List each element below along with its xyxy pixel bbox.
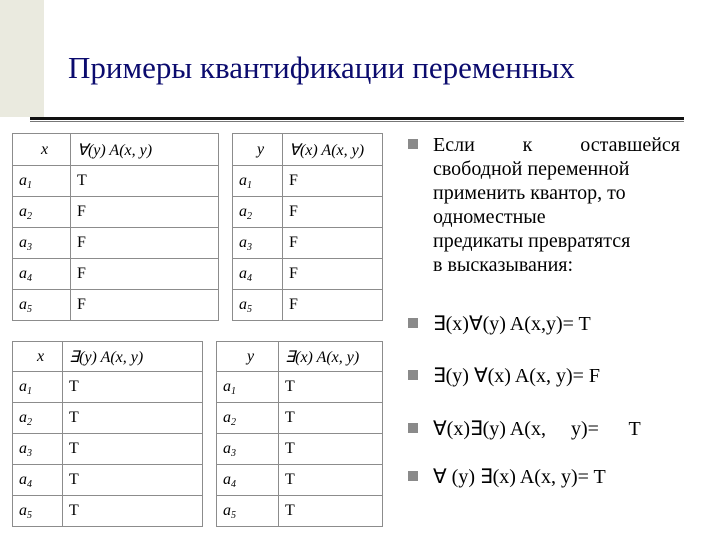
element-symbol: a: [223, 439, 231, 457]
element-subscript: 2: [27, 210, 32, 222]
value-cell: F: [71, 259, 219, 290]
column-gap: [203, 372, 217, 403]
element-subscript: 5: [231, 509, 236, 521]
element-symbol: a: [239, 202, 247, 220]
formula-text: ∀(x)∃(y) A(x, y)= T: [433, 418, 641, 440]
value-cell: T: [63, 403, 203, 434]
bullet-square-icon: [408, 471, 418, 481]
element-cell: [13, 259, 71, 290]
element-symbol: a: [19, 439, 27, 457]
element-symbol: a: [19, 470, 27, 488]
element-subscript: 5: [27, 303, 32, 315]
value-cell: T: [279, 496, 383, 527]
element-subscript: 3: [27, 447, 32, 459]
universal-quantifier-table: [12, 133, 383, 321]
element-cell: [233, 228, 283, 259]
element-cell: [233, 197, 283, 228]
element-subscript: 3: [27, 241, 32, 253]
column-header-forall-y: ∀(y) A(x, y): [71, 134, 219, 166]
intro-line: одноместные: [433, 206, 546, 228]
element-cell: [217, 403, 279, 434]
element-subscript: 4: [231, 478, 236, 490]
table-row: [13, 228, 383, 259]
table-row: [13, 372, 383, 403]
value-cell: F: [283, 166, 383, 197]
element-subscript: 2: [247, 210, 252, 222]
element-subscript: 5: [247, 303, 252, 315]
element-subscript: 3: [231, 447, 236, 459]
column-header-x: x: [13, 342, 63, 372]
intro-line: Если к оставшейся: [433, 134, 680, 156]
table-row: [13, 166, 383, 197]
element-cell: [217, 496, 279, 527]
element-cell: [233, 290, 283, 321]
element-cell: [13, 290, 71, 321]
element-cell: [233, 166, 283, 197]
column-gap: [219, 228, 233, 259]
value-cell: F: [283, 197, 383, 228]
element-cell: [13, 465, 63, 496]
element-symbol: a: [19, 295, 27, 313]
column-gap: [219, 290, 233, 321]
column-header-y: y: [217, 342, 279, 372]
formula-text: ∃(x)∀(y) A(x,y)= T: [433, 313, 591, 335]
element-subscript: 2: [27, 416, 32, 428]
table-row: [13, 259, 383, 290]
table-header-row: [13, 134, 383, 166]
element-subscript: 4: [247, 272, 252, 284]
intro-line: применить квантор, то: [433, 182, 626, 204]
column-header-x: x: [13, 134, 71, 166]
formula-text: ∃(y) ∀(x) A(x, y)= F: [433, 365, 601, 387]
intro-line: свободной переменной: [433, 158, 630, 180]
bullet-square-icon: [408, 318, 418, 328]
intro-line: в высказывания:: [433, 254, 574, 276]
value-cell: F: [71, 290, 219, 321]
column-gap: [203, 403, 217, 434]
value-cell: T: [279, 403, 383, 434]
table-row: [13, 290, 383, 321]
value-cell: T: [279, 372, 383, 403]
element-symbol: a: [239, 264, 247, 282]
element-symbol: a: [223, 501, 231, 519]
bullet-square-icon: [408, 423, 418, 433]
element-symbol: a: [223, 377, 231, 395]
bullet-square-icon: [408, 370, 418, 380]
column-header-exists-x: ∃(x) A(x, y): [279, 342, 383, 372]
element-symbol: a: [19, 501, 27, 519]
element-cell: [13, 434, 63, 465]
title-underline: [30, 117, 684, 120]
value-cell: F: [283, 259, 383, 290]
value-cell: F: [71, 197, 219, 228]
bullet-square-icon: [408, 139, 418, 149]
element-cell: [13, 496, 63, 527]
intro-line: предикаты превратятся: [433, 230, 631, 252]
element-symbol: a: [239, 233, 247, 251]
element-symbol: a: [19, 377, 27, 395]
column-header-forall-x: ∀(x) A(x, y): [283, 134, 383, 166]
value-cell: F: [71, 228, 219, 259]
element-cell: [13, 372, 63, 403]
element-cell: [217, 434, 279, 465]
table-row: [13, 197, 383, 228]
column-gap: [203, 465, 217, 496]
element-cell: [13, 166, 71, 197]
value-cell: T: [63, 465, 203, 496]
column-gap: [203, 434, 217, 465]
value-cell: T: [279, 465, 383, 496]
table-header-row: [13, 342, 383, 372]
element-symbol: a: [19, 264, 27, 282]
element-cell: [13, 197, 71, 228]
element-symbol: a: [19, 202, 27, 220]
value-cell: T: [71, 166, 219, 197]
column-header-exists-y: ∃(y) A(x, y): [63, 342, 203, 372]
element-symbol: a: [223, 470, 231, 488]
title-underline-thin: [30, 121, 684, 122]
table-row: [13, 496, 383, 527]
element-subscript: 3: [247, 241, 252, 253]
element-symbol: a: [19, 171, 27, 189]
existential-quantifier-table: [12, 341, 383, 527]
value-cell: T: [63, 496, 203, 527]
formula-text: ∀ (y) ∃(x) A(x, y)= T: [433, 466, 606, 488]
decorative-side-bar: [0, 0, 44, 117]
element-subscript: 4: [27, 272, 32, 284]
element-cell: [217, 372, 279, 403]
column-gap: [203, 496, 217, 527]
element-subscript: 1: [231, 385, 236, 397]
element-symbol: a: [19, 233, 27, 251]
element-cell: [13, 403, 63, 434]
element-cell: [233, 259, 283, 290]
element-symbol: a: [239, 295, 247, 313]
column-gap: [219, 197, 233, 228]
element-subscript: 4: [27, 478, 32, 490]
element-symbol: a: [19, 408, 27, 426]
element-symbol: a: [223, 408, 231, 426]
slide-title: Примеры квантификации переменных: [68, 50, 575, 85]
column-gap: [203, 342, 217, 372]
element-cell: [13, 228, 71, 259]
element-subscript: 1: [27, 179, 32, 191]
table-row: [13, 403, 383, 434]
value-cell: T: [279, 434, 383, 465]
element-symbol: a: [239, 171, 247, 189]
column-gap: [219, 134, 233, 166]
column-gap: [219, 166, 233, 197]
value-cell: T: [63, 372, 203, 403]
column-gap: [219, 259, 233, 290]
element-cell: [217, 465, 279, 496]
value-cell: F: [283, 228, 383, 259]
value-cell: F: [283, 290, 383, 321]
table-row: [13, 434, 383, 465]
column-header-y: y: [233, 134, 283, 166]
value-cell: T: [63, 434, 203, 465]
element-subscript: 2: [231, 416, 236, 428]
element-subscript: 5: [27, 509, 32, 521]
table-row: [13, 465, 383, 496]
element-subscript: 1: [247, 179, 252, 191]
element-subscript: 1: [27, 385, 32, 397]
